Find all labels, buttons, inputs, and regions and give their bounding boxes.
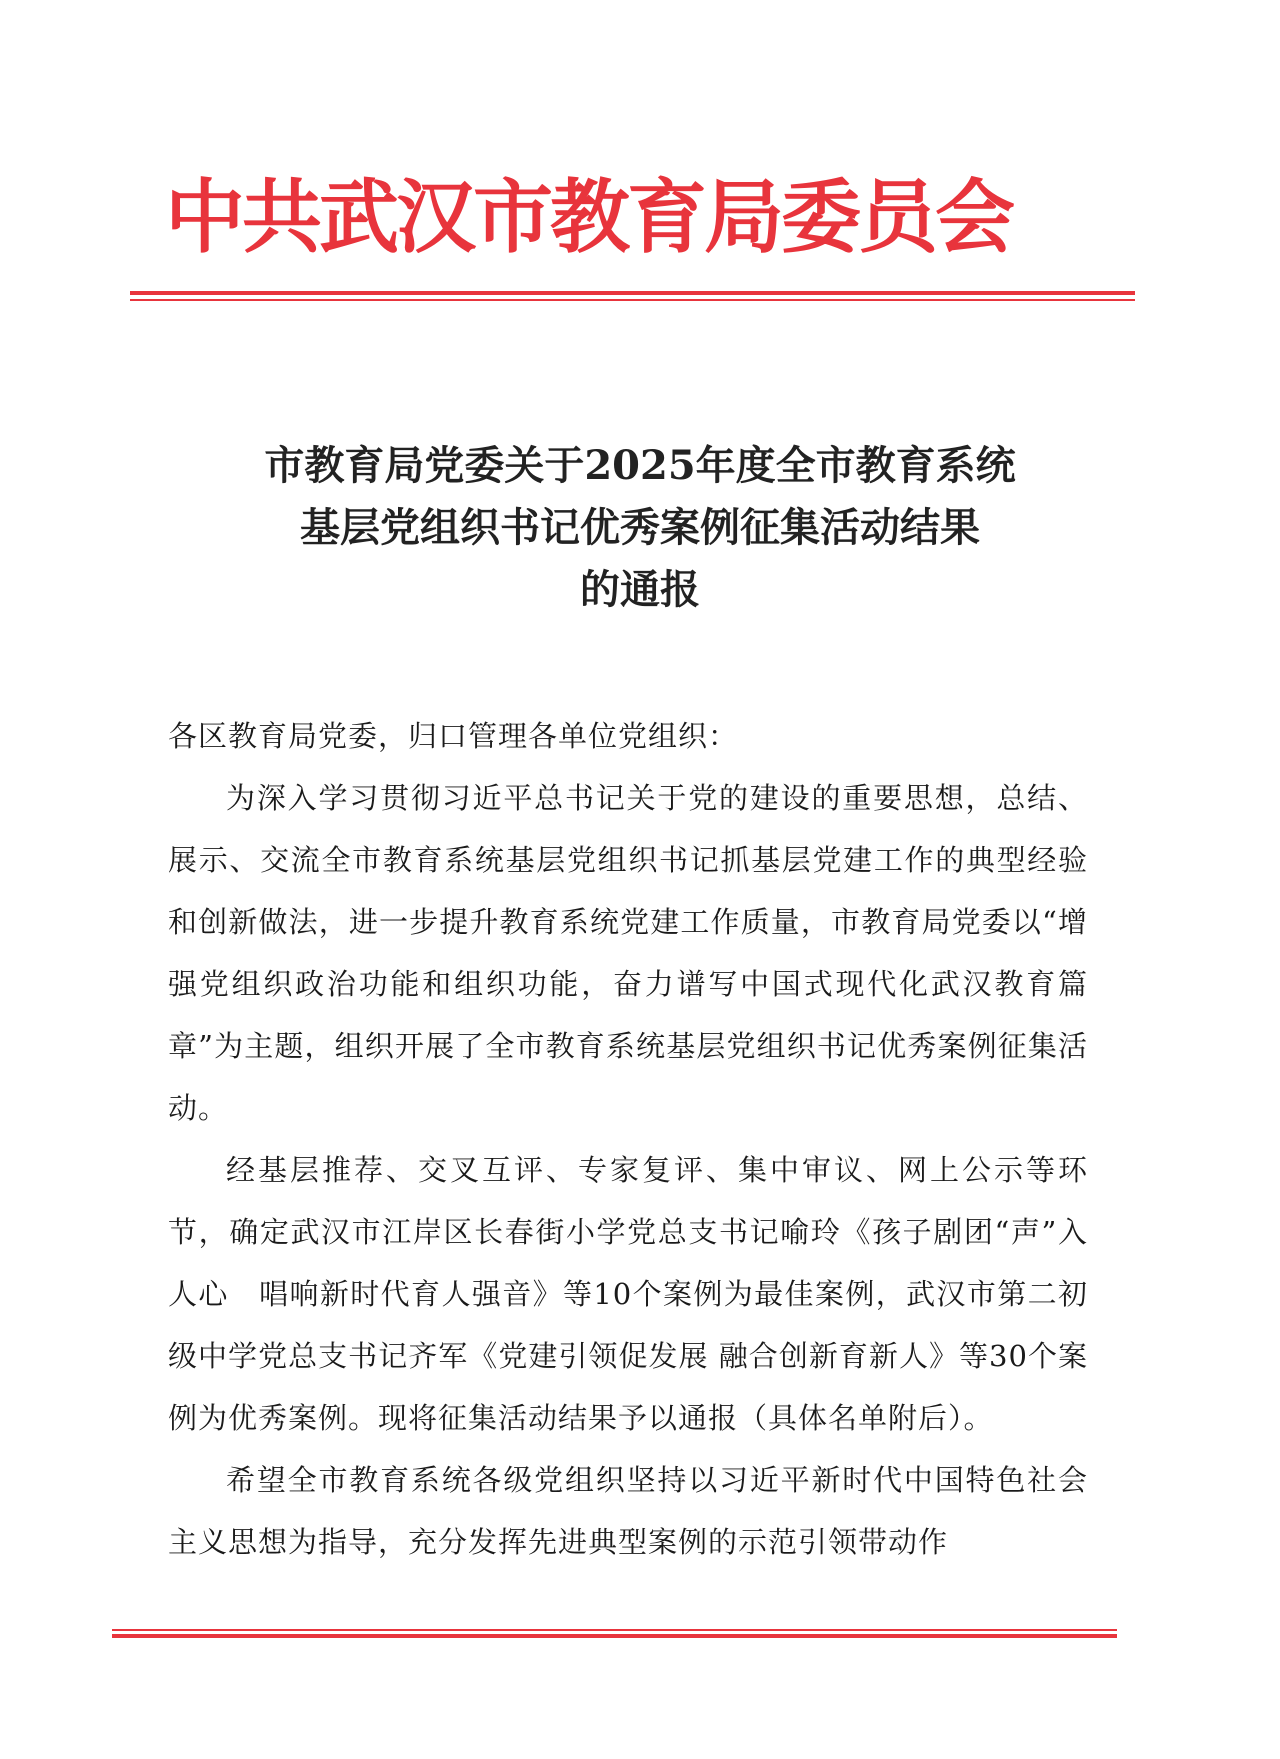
body-paragraph-1: 为深入学习贯彻习近平总书记关于党的建设的重要思想，总结、展示、交流全市教育系统基层党组织书记抓基层党建工作的典型经验和创新做法，进一步提升教育系统党建工作质量，市教育局党委以“增强党组织政治功能和组织功能，奋力谱写中国式现代化武汉教育篇章”为主题，组织开展了全市教育系统基层党组织书记优秀案例征集活动。 <box>168 781 1088 1125</box>
header-rule-thin <box>130 299 1135 301</box>
header-rule-thick <box>130 291 1135 295</box>
title-line-2: 基层党组织书记优秀案例征集活动结果 <box>300 504 980 551</box>
document-title <box>120 435 1160 621</box>
body-paragraph-3: 希望全市教育系统各级党组织坚持以习近平新时代中国特色社会主义思想为指导，充分发挥先进典型案例的示范引领带动作 <box>168 1463 1088 1559</box>
letterhead-title: 中共武汉市教育局委员会 <box>165 171 1012 264</box>
document-body <box>168 705 1088 1573</box>
title-line-1: 市教育局党委关于2025年度全市教育系统 <box>264 442 1016 489</box>
body-paragraph-2: 经基层推荐、交叉互评、专家复评、集中审议、网上公示等环节，确定武汉市江岸区长春街小学党总支书记喻玲《孩子剧团“声”入人心 唱响新时代育人强音》等10个案例为最佳案例，武汉市第二初级中学党总支书记齐军《党建引领促发展 融合创新育新人》等30个案例为优秀案例。现将征集活动结果予以通报（具体名单附后）。 <box>168 1153 1088 1435</box>
footer-rule-thin <box>112 1629 1117 1631</box>
title-line-3: 的通报 <box>580 566 700 613</box>
salutation: 各区教育局党委，归口管理各单位党组织： <box>168 719 739 753</box>
footer-rule-thick <box>112 1634 1117 1638</box>
